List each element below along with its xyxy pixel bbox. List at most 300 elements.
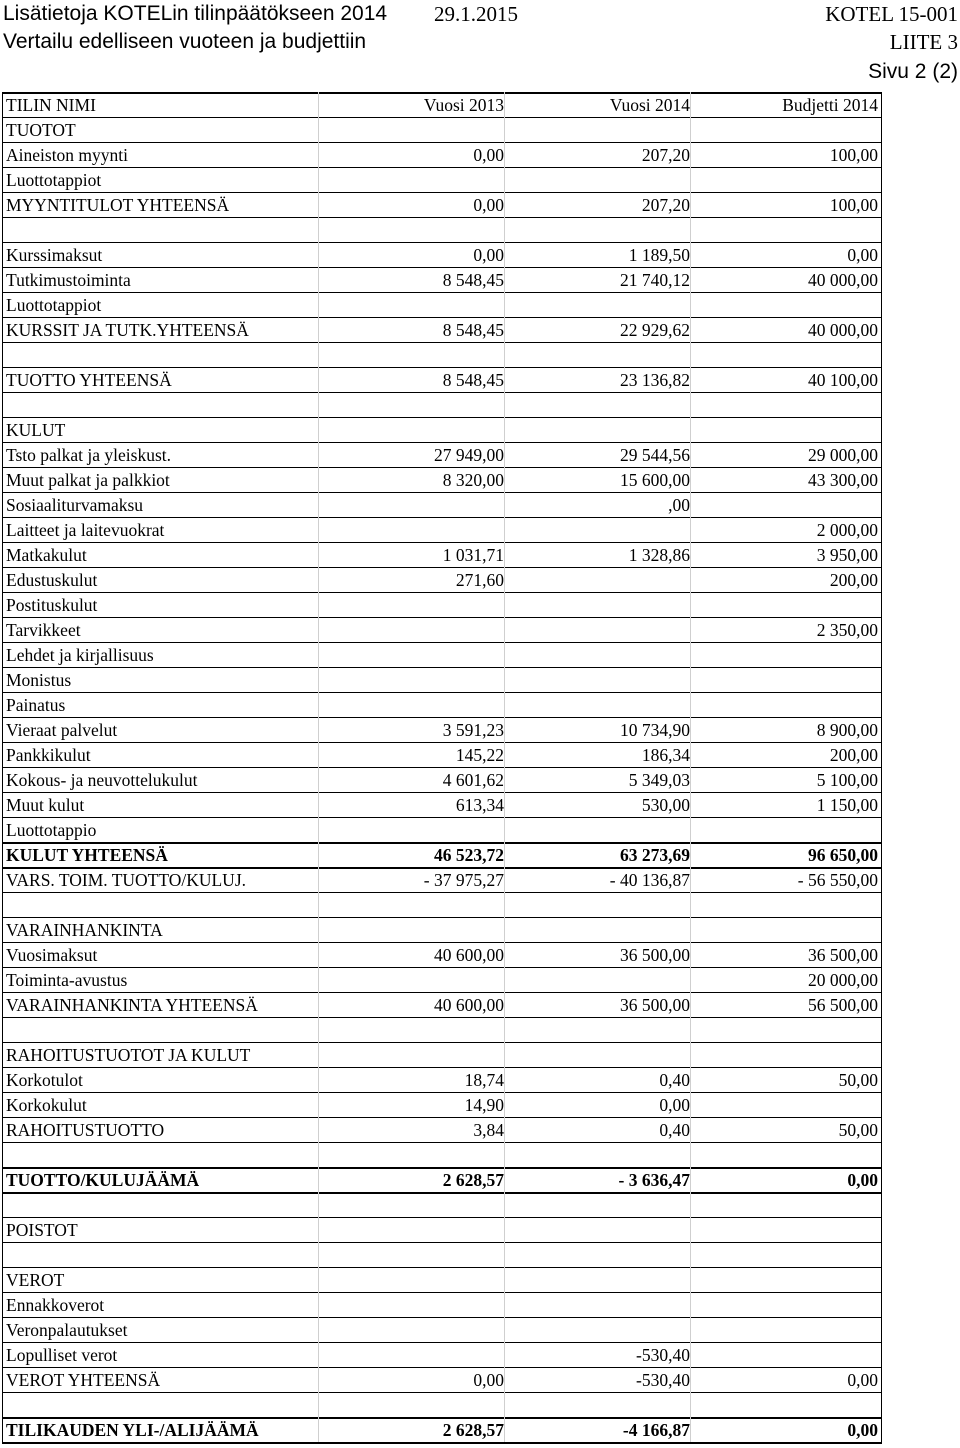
account-name	[6, 342, 316, 367]
accounts-table	[2, 92, 882, 1442]
value-2014: -4 166,87	[622, 1420, 690, 1440]
account-name: Sosiaaliturvamaksu	[6, 495, 144, 515]
value-2013: - 37 975,27	[423, 870, 504, 890]
grid-line	[2, 342, 882, 343]
account-name: Monistus	[6, 670, 72, 690]
value-2013	[320, 642, 504, 667]
value-2014	[506, 1017, 690, 1042]
value-budget	[692, 667, 878, 692]
value-2013: 3 591,23	[442, 720, 504, 740]
table-row	[2, 1342, 882, 1367]
grid-line	[2, 1192, 882, 1194]
table-row	[2, 467, 882, 492]
table-row	[2, 842, 882, 867]
grid-line	[2, 1442, 882, 1444]
table-row	[2, 1167, 882, 1192]
value-2014: -530,40	[636, 1345, 690, 1365]
grid-line	[690, 92, 691, 1442]
table-row	[2, 792, 882, 817]
value-budget	[692, 1217, 878, 1242]
grid-line	[2, 967, 882, 968]
value-budget	[692, 117, 878, 142]
value-2013: 8 548,45	[442, 320, 504, 340]
grid-line	[2, 542, 882, 543]
value-2014	[506, 817, 690, 842]
grid-line	[2, 1392, 882, 1393]
value-2014	[506, 967, 690, 992]
value-2014: 36 500,00	[620, 945, 690, 965]
account-name: TUOTTO YHTEENSÄ	[6, 370, 172, 390]
value-2013: 271,60	[455, 570, 504, 590]
value-budget: 29 000,00	[808, 445, 878, 465]
grid-line	[2, 1292, 882, 1293]
table-row	[2, 817, 882, 842]
account-name: VEROT	[6, 1270, 65, 1290]
value-budget	[692, 392, 878, 417]
value-2014: 23 136,82	[620, 370, 690, 390]
value-budget: 200,00	[829, 745, 878, 765]
value-2014	[506, 1192, 690, 1217]
table-row	[2, 342, 882, 367]
grid-line	[2, 417, 882, 418]
account-name: Luottotappiot	[6, 295, 102, 315]
table-row	[2, 442, 882, 467]
value-2014: 36 500,00	[620, 995, 690, 1015]
value-2013: 8 548,45	[442, 270, 504, 290]
account-name: Veronpalautukset	[6, 1320, 128, 1340]
table-row	[2, 117, 882, 142]
value-2013	[320, 1192, 504, 1217]
grid-line	[2, 642, 882, 643]
table-row	[2, 642, 882, 667]
account-name: VARAINHANKINTA YHTEENSÄ	[6, 995, 258, 1015]
table-row	[2, 942, 882, 967]
grid-line	[2, 1167, 882, 1169]
value-budget	[692, 217, 878, 242]
account-name: TUOTTO/KULUJÄÄMÄ	[6, 1170, 200, 1190]
grid-line	[2, 292, 882, 293]
value-2013: 1 031,71	[442, 545, 504, 565]
table-row	[2, 1292, 882, 1317]
value-2014: 0,00	[659, 1095, 690, 1115]
grid-line	[2, 1417, 882, 1419]
grid-line	[2, 1317, 882, 1318]
value-budget	[692, 167, 878, 192]
table-row	[2, 867, 882, 892]
table-row	[2, 1392, 882, 1417]
grid-line	[2, 617, 882, 618]
value-budget: 40 000,00	[808, 270, 878, 290]
table-body	[2, 117, 882, 1442]
grid-line	[2, 117, 882, 118]
grid-line	[2, 492, 882, 493]
grid-line	[2, 392, 882, 393]
account-name: TUOTOT	[6, 120, 76, 140]
value-2013	[320, 617, 504, 642]
value-2013: 4 601,62	[442, 770, 504, 790]
grid-line	[2, 842, 882, 844]
value-budget: 36 500,00	[808, 945, 878, 965]
table-row	[2, 1092, 882, 1117]
account-name: Matkakulut	[6, 545, 87, 565]
value-2014: 1 189,50	[628, 245, 690, 265]
value-2013	[320, 1017, 504, 1042]
value-2014	[506, 1392, 690, 1417]
value-2013	[320, 1317, 504, 1342]
grid-line	[2, 1117, 882, 1118]
grid-line	[2, 517, 882, 518]
grid-line	[2, 992, 882, 993]
value-2013	[320, 967, 504, 992]
value-2014	[506, 292, 690, 317]
value-2013: 46 523,72	[434, 845, 504, 865]
value-2013	[320, 1267, 504, 1292]
value-2014: 15 600,00	[620, 470, 690, 490]
value-2014: 1 328,86	[628, 545, 690, 565]
value-2013: 8 548,45	[442, 370, 504, 390]
value-budget: 5 100,00	[816, 770, 878, 790]
value-budget	[692, 342, 878, 367]
value-budget	[692, 1042, 878, 1067]
value-2013: 0,00	[473, 145, 504, 165]
grid-line	[2, 892, 882, 893]
value-2014: -530,40	[636, 1370, 690, 1390]
value-budget: 8 900,00	[816, 720, 878, 740]
grid-line	[2, 692, 882, 693]
account-name	[6, 1392, 316, 1417]
value-2013: 8 320,00	[442, 470, 504, 490]
value-2014	[506, 1292, 690, 1317]
account-name	[6, 217, 316, 242]
grid-line	[2, 167, 882, 168]
table-row	[2, 1217, 882, 1242]
value-budget: 40 100,00	[808, 370, 878, 390]
value-2013: 145,22	[455, 745, 504, 765]
value-2014	[506, 617, 690, 642]
grid-line	[2, 92, 3, 1442]
value-2014	[506, 167, 690, 192]
value-2014	[506, 692, 690, 717]
account-name: Toiminta-avustus	[6, 970, 128, 990]
value-2013: 2 628,57	[442, 1170, 504, 1190]
table-row	[2, 917, 882, 942]
value-budget	[692, 492, 878, 517]
account-name: RAHOITUSTUOTTO	[6, 1120, 165, 1140]
account-name: VARAINHANKINTA	[6, 920, 163, 940]
value-2013	[320, 1242, 504, 1267]
table-row	[2, 717, 882, 742]
value-2013	[320, 167, 504, 192]
account-name: Laitteet ja laitevuokrat	[6, 520, 165, 540]
account-name: Lehdet ja kirjallisuus	[6, 645, 154, 665]
table-row	[2, 767, 882, 792]
table-row	[2, 1367, 882, 1392]
value-budget: 0,00	[847, 1170, 878, 1190]
value-2014: ,00	[668, 495, 690, 515]
value-budget	[692, 642, 878, 667]
value-2013	[320, 117, 504, 142]
grid-line	[2, 1142, 882, 1143]
account-name: KULUT YHTEENSÄ	[6, 845, 168, 865]
column-header-2013: Vuosi 2013	[423, 95, 504, 115]
grid-line	[2, 442, 882, 443]
table-row	[2, 617, 882, 642]
grid-line	[881, 92, 882, 1442]
value-budget	[692, 692, 878, 717]
grid-line	[2, 1217, 882, 1218]
account-name: KULUT	[6, 420, 66, 440]
grid-line	[2, 867, 882, 869]
value-2014	[506, 217, 690, 242]
grid-line	[2, 467, 882, 468]
table-row	[2, 592, 882, 617]
table-row	[2, 367, 882, 392]
account-name	[6, 1142, 316, 1167]
value-budget: 0,00	[847, 1370, 878, 1390]
account-name	[6, 1192, 316, 1217]
value-2013	[320, 1142, 504, 1167]
value-2014	[506, 1042, 690, 1067]
account-name: Muut kulut	[6, 795, 85, 815]
value-2013	[320, 817, 504, 842]
grid-line	[2, 767, 882, 768]
account-name: TILIKAUDEN YLI-/ALIJÄÄMÄ	[6, 1420, 259, 1440]
account-name: Aineiston myynti	[6, 145, 129, 165]
value-2014	[506, 1242, 690, 1267]
value-2014: 10 734,90	[620, 720, 690, 740]
account-name: Painatus	[6, 695, 66, 715]
account-name	[6, 892, 316, 917]
value-budget: 50,00	[838, 1120, 878, 1140]
value-budget: 96 650,00	[808, 845, 878, 865]
value-2013	[320, 592, 504, 617]
value-2013	[320, 892, 504, 917]
value-budget	[692, 592, 878, 617]
table-row	[2, 1267, 882, 1292]
value-2013	[320, 517, 504, 542]
table-row	[2, 1042, 882, 1067]
value-budget: 20 000,00	[808, 970, 878, 990]
value-budget	[692, 1142, 878, 1167]
value-budget	[692, 917, 878, 942]
value-2014: 63 273,69	[620, 845, 690, 865]
value-2014	[506, 567, 690, 592]
value-2014	[506, 342, 690, 367]
value-2014	[506, 917, 690, 942]
grid-line	[2, 717, 882, 718]
column-header-account: TILIN NIMI	[6, 95, 96, 115]
grid-line	[2, 267, 882, 268]
table-row	[2, 392, 882, 417]
value-budget	[692, 1192, 878, 1217]
value-budget: 100,00	[829, 195, 878, 215]
grid-line	[2, 1242, 882, 1243]
table-row	[2, 317, 882, 342]
table-row	[2, 517, 882, 542]
value-2014: 29 544,56	[620, 445, 690, 465]
grid-line	[2, 317, 882, 318]
account-name: POISTOT	[6, 1220, 78, 1240]
value-2013	[320, 417, 504, 442]
value-2013	[320, 292, 504, 317]
value-2013: 2 628,57	[442, 1420, 504, 1440]
table-row	[2, 667, 882, 692]
table-row	[2, 267, 882, 292]
account-name: Pankkikulut	[6, 745, 91, 765]
value-2013	[320, 392, 504, 417]
grid-line	[2, 1342, 882, 1343]
account-name: Korkokulut	[6, 1095, 87, 1115]
grid-line	[2, 1017, 882, 1018]
value-budget: 56 500,00	[808, 995, 878, 1015]
table-row	[2, 967, 882, 992]
table-row	[2, 1117, 882, 1142]
value-budget: 0,00	[847, 245, 878, 265]
table-row	[2, 742, 882, 767]
value-2014	[506, 517, 690, 542]
value-budget: 1 150,00	[816, 795, 878, 815]
account-name: Luottotappio	[6, 820, 97, 840]
account-name: Muut palkat ja palkkiot	[6, 470, 170, 490]
value-budget	[692, 1017, 878, 1042]
account-name: RAHOITUSTUOTOT JA KULUT	[6, 1045, 251, 1065]
account-name: Postituskulut	[6, 595, 98, 615]
account-name	[6, 392, 316, 417]
grid-line	[2, 567, 882, 568]
table-row	[2, 1067, 882, 1092]
grid-line	[2, 942, 882, 943]
value-budget: 2 350,00	[816, 620, 878, 640]
document-subtitle: Vertailu edelliseen vuoteen ja budjettiin	[3, 30, 367, 53]
value-budget	[692, 1292, 878, 1317]
value-2014: 0,40	[659, 1120, 690, 1140]
account-name: Vieraat palvelut	[6, 720, 118, 740]
value-2014	[506, 892, 690, 917]
account-name: Kurssimaksut	[6, 245, 103, 265]
table-row	[2, 292, 882, 317]
grid-line	[2, 1367, 882, 1368]
value-2014: 21 740,12	[620, 270, 690, 290]
value-2014: - 3 636,47	[618, 1170, 690, 1190]
value-budget: 43 300,00	[808, 470, 878, 490]
value-2014	[506, 667, 690, 692]
table-row	[2, 167, 882, 192]
value-2014: 186,34	[641, 745, 690, 765]
account-name: Edustuskulut	[6, 570, 98, 590]
value-2014	[506, 1142, 690, 1167]
account-name: Korkotulot	[6, 1070, 83, 1090]
value-2014	[506, 592, 690, 617]
value-2013: 3,84	[473, 1120, 504, 1140]
value-2014	[506, 392, 690, 417]
document-title: Lisätietoja KOTELin tilinpäätökseen 2014	[3, 2, 388, 25]
table-row	[2, 542, 882, 567]
grid-line	[2, 917, 882, 918]
value-2014: 207,20	[641, 195, 690, 215]
document-code: KOTEL 15-001	[825, 2, 958, 26]
table-row	[2, 567, 882, 592]
table-row	[2, 1142, 882, 1167]
account-name: MYYNTITULOT YHTEENSÄ	[6, 195, 230, 215]
value-2013	[320, 492, 504, 517]
column-header-2014: Vuosi 2014	[609, 95, 690, 115]
account-name: Luottotappiot	[6, 170, 102, 190]
value-2013	[320, 1042, 504, 1067]
account-name: Lopulliset verot	[6, 1345, 118, 1365]
value-2014: 0,40	[659, 1070, 690, 1090]
value-budget: 40 000,00	[808, 320, 878, 340]
value-2013: 0,00	[473, 195, 504, 215]
value-2014	[506, 1217, 690, 1242]
table-row	[2, 242, 882, 267]
table-row	[2, 692, 882, 717]
grid-line	[2, 1092, 882, 1093]
value-budget	[692, 292, 878, 317]
attachment-label: LIITE 3	[889, 30, 958, 54]
table-header-row	[2, 92, 882, 117]
value-budget: 2 000,00	[816, 520, 878, 540]
value-budget: 50,00	[838, 1070, 878, 1090]
value-budget	[692, 1242, 878, 1267]
document-header	[0, 0, 960, 92]
value-2013	[320, 692, 504, 717]
value-2013	[320, 1292, 504, 1317]
table-row	[2, 1417, 882, 1442]
account-name: KURSSIT JA TUTK.YHTEENSÄ	[6, 320, 249, 340]
value-2013	[320, 917, 504, 942]
table-row	[2, 992, 882, 1017]
grid-line	[2, 1067, 882, 1068]
value-2014	[506, 117, 690, 142]
value-2013	[320, 1342, 504, 1367]
account-name: Kokous- ja neuvottelukulut	[6, 770, 198, 790]
grid-line	[2, 667, 882, 668]
account-name: Vuosimaksut	[6, 945, 98, 965]
value-2013	[320, 217, 504, 242]
value-2014: 530,00	[641, 795, 690, 815]
value-budget	[692, 1317, 878, 1342]
table-row	[2, 1192, 882, 1217]
value-budget: 3 950,00	[816, 545, 878, 565]
value-budget: 100,00	[829, 145, 878, 165]
value-budget	[692, 892, 878, 917]
account-name: Tutkimustoiminta	[6, 270, 131, 290]
value-2013: 613,34	[455, 795, 504, 815]
grid-line	[318, 92, 319, 1442]
value-budget	[692, 417, 878, 442]
value-2014	[506, 1317, 690, 1342]
value-budget: 0,00	[847, 1420, 878, 1440]
grid-line	[2, 192, 882, 193]
grid-line	[2, 142, 882, 143]
value-budget: 200,00	[829, 570, 878, 590]
grid-line	[2, 817, 882, 818]
grid-line	[2, 742, 882, 743]
table-row	[2, 1317, 882, 1342]
account-name: Tarvikkeet	[6, 620, 81, 640]
grid-line	[2, 592, 882, 593]
value-2014	[506, 642, 690, 667]
account-name: VARS. TOIM. TUOTTO/KULUJ.	[6, 870, 247, 890]
value-budget	[692, 1392, 878, 1417]
value-budget	[692, 1267, 878, 1292]
grid-line	[2, 1042, 882, 1043]
value-2014	[506, 1267, 690, 1292]
value-2013: 0,00	[473, 1370, 504, 1390]
value-budget	[692, 1342, 878, 1367]
value-2014	[506, 417, 690, 442]
value-2013: 27 949,00	[434, 445, 504, 465]
